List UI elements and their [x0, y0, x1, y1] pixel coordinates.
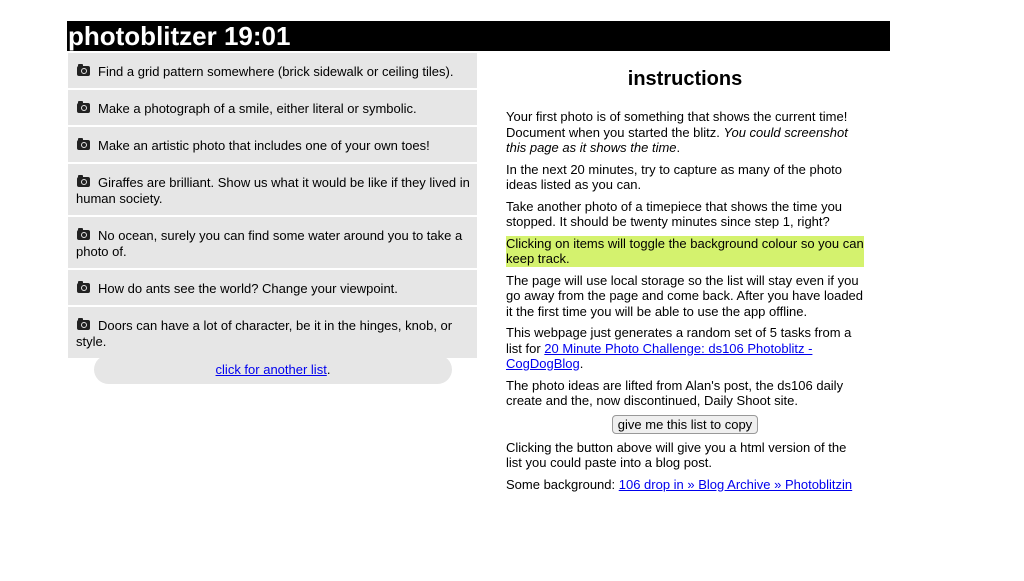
instruction-paragraph: [506, 477, 864, 493]
task-item[interactable]: [68, 53, 477, 88]
instruction-paragraph: In the next 20 minutes, try to capture as many of the photo ideas listed as you can.: [506, 161, 843, 192]
instruction-paragraph: Take another photo of a timepiece that shows the time you stopped. It should be twenty minutes since step 1, right?: [506, 198, 843, 229]
instruction-paragraph: [506, 109, 864, 156]
instruction-paragraph: The photo ideas are lifted from Alan's post, the ds106 daily create and the, now discontinued, Daily Shoot site.: [506, 377, 844, 408]
page-title: photoblitzer 19:01: [67, 21, 890, 51]
instruction-text-end: .: [579, 356, 584, 371]
instruction-paragraph: [506, 325, 864, 372]
task-item[interactable]: [68, 270, 477, 305]
task-item[interactable]: [68, 307, 477, 358]
camera-icon: [77, 66, 90, 76]
task-text: Doors can have a lot of character, be it in the hinges, knob, or style.: [76, 318, 453, 349]
task-text: Find a grid pattern somewhere (brick sidewalk or ceiling tiles).: [98, 64, 454, 79]
photoblitz-post-link[interactable]: 20 Minute Photo Challenge: ds106 Photoblitz - CogDogBlog: [506, 340, 813, 371]
copy-button-wrap: [506, 415, 864, 434]
another-list-suffix: .: [326, 362, 331, 377]
instruction-paragraph: The page will use local storage so the list will stay even if you go away from the page and come back. After you have loaded it the first time you will be able to use the app offline.: [506, 272, 864, 319]
camera-icon: [77, 177, 90, 187]
camera-icon: [77, 283, 90, 293]
camera-icon: [77, 140, 90, 150]
task-text: How do ants see the world? Change your viewpoint.: [98, 281, 398, 296]
task-text: No ocean, surely you can find some water around you to take a photo of.: [76, 228, 463, 259]
task-item[interactable]: [68, 164, 477, 215]
instruction-paragraph: Clicking the button above will give you a html version of the list you could paste into a blog post.: [506, 439, 847, 470]
background-link[interactable]: 106 drop in » Blog Archive » Photoblitzin: [618, 476, 853, 492]
camera-icon: [77, 320, 90, 330]
instruction-text: Some background:: [506, 476, 619, 492]
task-text: Make an artistic photo that includes one of your own toes!: [98, 138, 430, 153]
instruction-text-end: .: [676, 140, 681, 155]
instruction-text: This webpage just generates a random set of 5 tasks from a list for: [506, 325, 852, 356]
instructions-title: instructions: [627, 68, 743, 90]
task-item[interactable]: [68, 217, 477, 268]
camera-icon: [77, 230, 90, 240]
task-list: [68, 53, 477, 360]
highlight-note: Clicking on items will toggle the background colour so you can keep track.: [506, 235, 864, 266]
task-text: Giraffes are brilliant. Show us what it would be like if they lived in human society.: [76, 175, 470, 206]
instruction-italic: You could screenshot this page as it shows the time: [506, 124, 848, 155]
another-list-link[interactable]: click for another list: [215, 362, 327, 377]
task-text: Make a photograph of a smile, either literal or symbolic.: [98, 101, 417, 116]
instructions-panel: [506, 66, 864, 498]
copy-list-button[interactable]: give me this list to copy: [612, 415, 758, 434]
task-item[interactable]: [68, 127, 477, 162]
another-list-box: [94, 355, 452, 384]
task-item[interactable]: [68, 90, 477, 125]
camera-icon: [77, 103, 90, 113]
instruction-text: Your first photo is of something that shows the current time! Document when you started the blitz.: [506, 109, 848, 140]
